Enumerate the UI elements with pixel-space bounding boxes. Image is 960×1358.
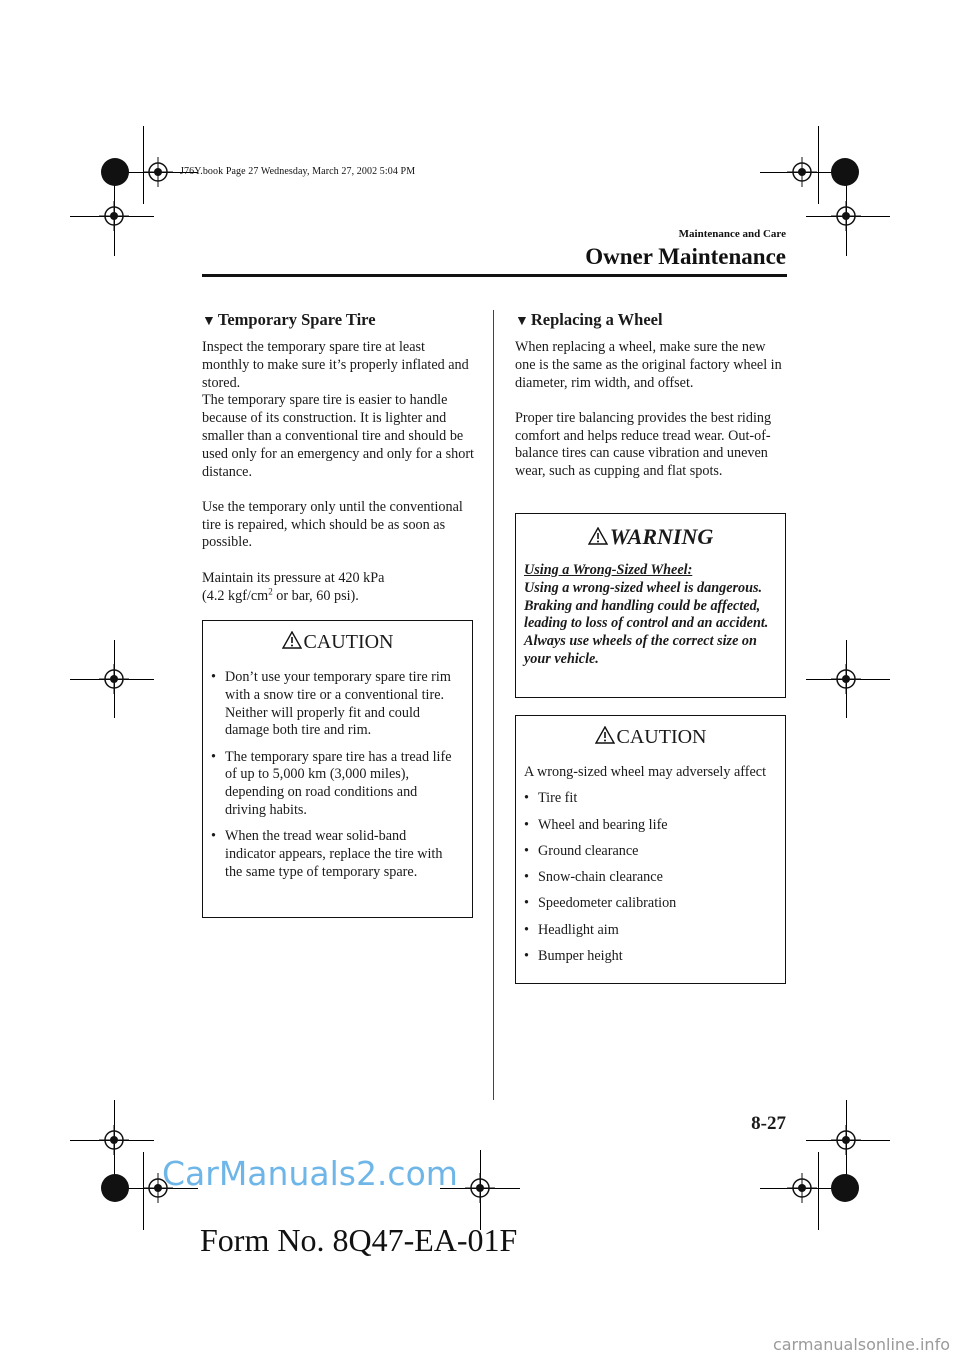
page-number: 8-27 [751,1113,786,1134]
warning-title: WARNING [516,514,785,560]
caution-box-spare [202,620,473,918]
header-rule [202,274,787,277]
section-heading-replacing-wheel: ▼ Replacing a Wheel [515,310,663,329]
warning-body [516,560,785,681]
registration-mark-icon [465,1173,495,1203]
caution-box-wheel [515,715,786,984]
triangle-marker-icon: ▼ [202,314,216,329]
alert-triangle-icon [595,726,615,744]
alert-triangle-icon [588,527,608,545]
registration-dot-icon [101,158,129,186]
registration-mark-icon [143,157,173,187]
column-divider [493,310,494,1100]
registration-mark-icon [99,1125,129,1155]
registration-dot-icon [831,1174,859,1202]
registration-dot-icon [831,158,859,186]
list-item: • Tire fit [524,790,578,807]
alert-triangle-icon [282,631,302,649]
paragraph: When replacing a wheel, make sure the new one is the same as the original factory wheel in diameter, rim width, and offset. [515,339,782,391]
section-heading-temporary-spare: ▼ Temporary Spare Tire [202,310,376,329]
caution-title: CAUTION [516,716,785,762]
list-item: • Headlight aim [524,921,619,938]
chapter-label: Maintenance and Care [678,228,786,240]
list-item: • The temporary spare tire has a tread life of up to 5,000 km (3,000 miles), depending on road conditions and driving habits. [211,748,452,819]
form-number: Form No. 8Q47-EA-01F [200,1222,518,1258]
registration-mark-icon [787,157,817,187]
registration-mark-icon [831,1125,861,1155]
book-info: J76Y.book Page 27 Wednesday, March 27, 2002 5:04 PM [180,166,416,177]
registration-mark-icon [831,201,861,231]
list-item: • Wheel and bearing life [524,816,668,833]
caution-intro: A wrong-sized wheel may adversely affect [524,764,767,780]
registration-mark-icon [831,664,861,694]
paragraph-pressure: Maintain its pressure at 420 kPa (4.2 kgf/$cm^2$ or bar, 60 psi). [202,569,385,604]
caution-body [203,667,472,902]
paragraph: The temporary spare tire is easier to handle because of its construction. It is lighter and smaller than a conventional tire and should be used only for an emergency and only for a short distance. [202,392,474,480]
list-item: • Snow-chain clearance [524,869,663,886]
brand-overlay-link[interactable]: CarManuals2.com [162,1154,458,1193]
warning-text: Using a wrong-sized wheel is dangerous. Braking and handling could be affected, leading to loss of control and an accident. Always use wheels of the correct size on your vehicle. [524,579,769,667]
left-column [202,310,474,623]
paragraph: Use the temporary only until the conventional tire is repaired, which should be as soon as possible. [202,498,463,551]
list-item: • Don’t use your temporary spare tire rim with a snow tire or a conventional tire. Neither will properly fit and could damage both tire and rim. [211,669,451,739]
warning-subheading: Using a Wrong-Sized Wheel: [524,562,693,578]
warning-box [515,513,786,698]
caution-title: CAUTION [203,621,472,667]
paragraph: Proper tire balancing provides the best riding comfort and helps reduce tread wear. Out-of-balance tires can cause vibration and uneven wear, such as cupping and flat spots. [515,409,772,480]
page-title: Owner Maintenance [585,244,786,269]
right-column [515,310,787,499]
watermark-link[interactable]: carmanualsonline.info [772,1335,950,1354]
registration-mark-icon [99,201,129,231]
list-item: • Bumper height [524,948,623,965]
list-item: • Ground clearance [524,842,639,859]
registration-dot-icon [101,1174,129,1202]
paragraph: Inspect the temporary spare tire at least monthly to make sure it’s properly inflated and stored. [202,339,469,391]
list-item: • Speedometer calibration [524,895,677,912]
caution-body [516,762,785,986]
registration-mark-icon [99,664,129,694]
registration-mark-icon [787,1173,817,1203]
list-item: • When the tread wear solid-band indicator appears, replace the tire with the same type of temporary spare. [211,828,443,880]
triangle-marker-icon: ▼ [515,314,529,329]
